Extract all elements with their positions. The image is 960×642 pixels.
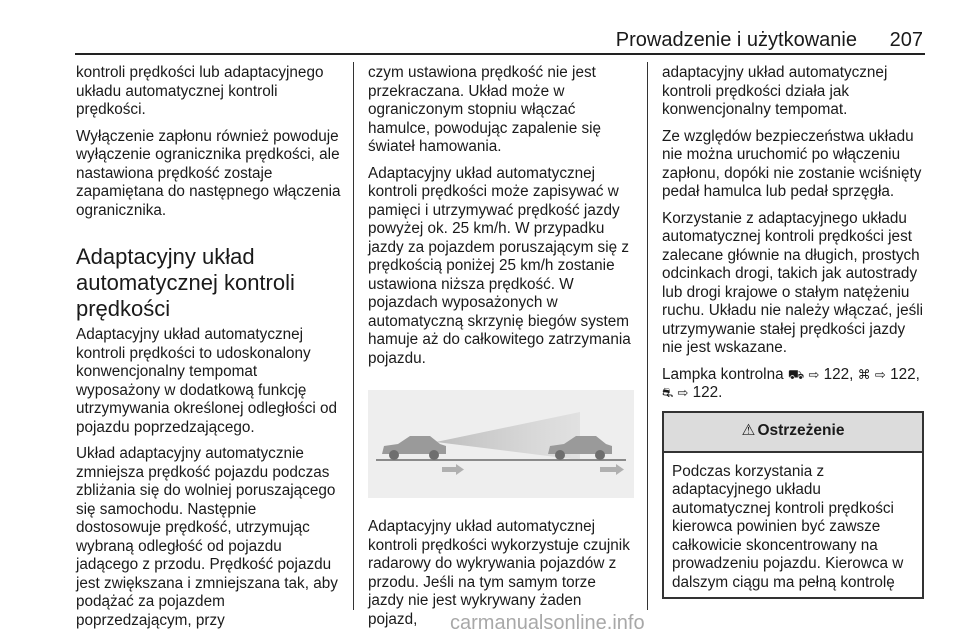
- radar-illustration: [368, 390, 634, 498]
- page-arrow-icon: ⇨: [808, 366, 820, 382]
- page-reference-link[interactable]: 122,: [823, 365, 854, 383]
- following-car-icon: [382, 436, 446, 460]
- distance-lamp-icon: ⛐: [662, 385, 674, 400]
- paragraph: kontroli prędkości lub adaptacyjnego układu automatycznej kontroli prędkości.: [76, 64, 324, 118]
- paragraph: Wyłączenie zapłonu również powoduje wyłączenie ogranicznika prędkości, ale nastawiona prędkość zostaje zapamiętana do następnego włączenia ogranicznika.: [76, 127, 341, 219]
- header-divider: [75, 53, 925, 55]
- warning-title: Ostrzeżenie: [757, 422, 845, 440]
- warning-header: [664, 413, 922, 453]
- paragraph: Ze względów bezpieczeństwa układu nie można uruchomić po włączeniu zapłonu, dopóki nie zostanie wciśnięty pedał hamulca lub pedał sprzęgła.: [662, 127, 922, 200]
- page-reference-link[interactable]: 122.: [692, 384, 723, 401]
- warning-icon: ⚠: [741, 422, 756, 440]
- lamp-label: Lampka kontrolna: [662, 365, 784, 383]
- paragraph: czym ustawiona prędkość nie jest przekraczana. Układ może w ograniczonym stopniu włączać hamulce, powodując zapalenie się świateł hamowania.: [368, 64, 602, 155]
- column-left: [76, 64, 344, 638]
- lamp-reference: [662, 366, 926, 403]
- page-header: [75, 25, 925, 55]
- direction-arrow-icon: [600, 464, 624, 475]
- car-lamp-icon: ⛟: [787, 366, 805, 382]
- warning-text: Podczas korzystania z adaptacyjnego układu automatycznej kontroli prędkości kierowca powinien być zawsze całkowicie skoncentrowany na prowadzeniu pojazdu. Kierowca w dalszym ciągu ma pełną kontrolę: [672, 462, 904, 591]
- paragraph: Adaptacyjny układ automatycznej kontroli prędkości może zapisywać w pamięci i utrzymywać prędkość jazdy powyżej ok. 25 km/h. W przypadku jazdy za pojazdem poruszającym się z prędkością poniżej 25 km/h zostanie ustawiona niższa prędkość. W pojazdach wyposażonych w automatyczną skrzynię biegów system hamuje aż do całkowitego zatrzymania pojazdu.: [368, 164, 631, 367]
- section-heading: Adaptacyjny układ automatycznej kontroli prędkości: [76, 244, 295, 321]
- column-middle: [368, 64, 634, 637]
- column-right: [662, 64, 926, 599]
- warning-box: [662, 411, 924, 599]
- direction-arrow-icon: [442, 464, 464, 475]
- page-arrow-icon: ⇨: [677, 385, 689, 400]
- paragraph: Korzystanie z adaptacyjnego układu automatycznej kontroli prędkości jest zalecane głównie na długich, prostych odcinkach drogi, takich jak autostrady lub drogi krajowe o stałym natężeniu ruchu. Układu nie należy włączać, jeśli utrzymywanie stałej prędkości jazdy nie jest wskazane.: [662, 209, 924, 356]
- page-reference-link[interactable]: 122,: [890, 365, 920, 383]
- cruise-lamp-icon: ⌘: [857, 366, 871, 382]
- column-divider: [647, 62, 648, 610]
- paragraph: adaptacyjny układ automatycznej kontroli prędkości działa jak konwencjonalny tempomat.: [662, 64, 888, 118]
- paragraph: Adaptacyjny układ automatycznej kontroli prędkości wykorzystuje czujnik radarowy do wykrywania pojazdów z przodu. Jeśli na tym samym torze jazdy nie jest wykrywany żaden pojazd,: [368, 518, 630, 628]
- page-number: 207: [889, 29, 923, 51]
- paragraph: Układ adaptacyjny automatycznie zmniejsza prędkość pojazdu podczas zbliżania się do wolniej poruszającego się samochodu. Następnie dostosowuje prędkość, utrzymując wybraną odległość od pojazdu jadącego z przodu. Prędkość pojazdu jest zwiększana i zmniejszana tak, aby podążać za pojazdem poprzedzającym, przy: [76, 445, 338, 629]
- watermark: carmanualsonline.info: [450, 612, 645, 634]
- section-title: Prowadzenie i użytkowanie: [615, 29, 857, 51]
- paragraph: Adaptacyjny układ automatycznej kontroli prędkości to udoskonalony konwencjonalny tempomat wyposażony w dodatkową funkcję utrzymywania określonej odległości od pojazdu poprzedzającego.: [76, 326, 338, 436]
- page-arrow-icon: ⇨: [874, 366, 886, 382]
- column-divider: [353, 62, 354, 610]
